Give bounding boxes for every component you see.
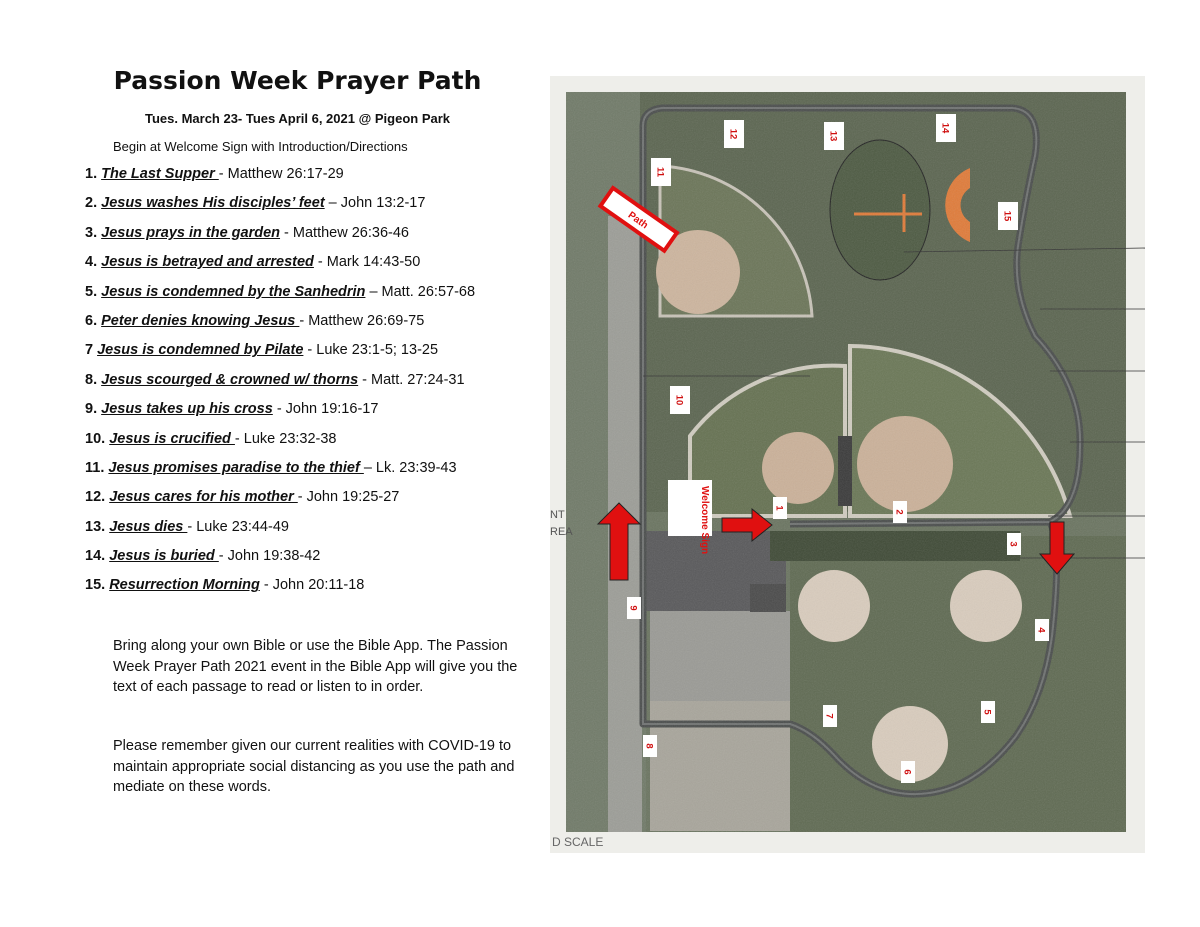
station-item bbox=[85, 574, 475, 603]
station-marker-11 bbox=[651, 158, 671, 186]
welcome-sign-label: Welcome Sign bbox=[699, 486, 710, 555]
station-number: 14. bbox=[85, 548, 110, 565]
station-number: 7 bbox=[85, 342, 98, 359]
station-title: Jesus washes His disciples’ feet bbox=[101, 195, 325, 212]
station-title: Jesus scourged & crowned w/ thorns bbox=[101, 371, 359, 388]
station-title: Jesus prays in the garden bbox=[101, 224, 281, 241]
station-number: 1. bbox=[85, 166, 102, 182]
begin-instruction: Begin at Welcome Sign with Introduction/Directions bbox=[113, 139, 408, 154]
station-title: Peter denies knowing Jesus bbox=[101, 312, 300, 329]
station-marker-8 bbox=[643, 735, 657, 757]
page-title: Passion Week Prayer Path bbox=[113, 66, 482, 95]
station-item bbox=[85, 310, 475, 339]
station-marker-label: 8 bbox=[643, 743, 655, 749]
station-marker-6 bbox=[901, 761, 915, 783]
station-reference: - Matthew 26:36-46 bbox=[280, 224, 409, 241]
station-number: 11. bbox=[85, 459, 109, 476]
station-number: 10. bbox=[85, 430, 110, 447]
station-marker-label: 3 bbox=[1007, 541, 1019, 547]
station-marker-1 bbox=[773, 497, 787, 519]
station-marker-label: 7 bbox=[823, 713, 835, 719]
station-marker-label: 13 bbox=[827, 130, 839, 142]
station-marker-label: 1 bbox=[773, 505, 785, 511]
park-map bbox=[550, 76, 1145, 853]
station-title: Jesus cares for his mother bbox=[109, 489, 298, 506]
station-marker-3 bbox=[1007, 533, 1021, 555]
station-title: Jesus dies bbox=[109, 518, 188, 535]
station-item bbox=[85, 428, 475, 457]
station-reference: - Matthew 26:17-29 bbox=[218, 166, 344, 182]
instructions-panel bbox=[0, 0, 560, 927]
station-title: Jesus is betrayed and arrested bbox=[101, 254, 314, 271]
station-number: 13. bbox=[85, 518, 110, 535]
station-title: Resurrection Morning bbox=[109, 577, 260, 594]
station-reference: – Lk. 23:39-43 bbox=[363, 459, 457, 476]
station-number: 4. bbox=[85, 254, 102, 271]
station-marker-label: 11 bbox=[654, 166, 666, 178]
event-dates: Tues. March 23- Tues April 6, 2021 @ Pigeon Park bbox=[144, 111, 451, 126]
station-reference: - Luke 23:1-5; 13-25 bbox=[303, 342, 439, 359]
station-reference: - Luke 23:32-38 bbox=[234, 430, 337, 447]
station-reference: - Matt. 27:24-31 bbox=[358, 371, 465, 388]
station-item bbox=[85, 545, 475, 574]
station-item bbox=[85, 457, 475, 486]
path-label: Path bbox=[625, 209, 650, 232]
station-reference: - Mark 14:43-50 bbox=[313, 254, 421, 271]
station-marker-label: 4 bbox=[1035, 627, 1047, 633]
station-number: 5. bbox=[85, 283, 102, 300]
station-marker-13 bbox=[824, 122, 844, 150]
station-number: 6. bbox=[85, 312, 102, 329]
station-reference: - Luke 23:44-49 bbox=[187, 518, 289, 535]
edge-label-bottom: REA bbox=[550, 526, 573, 538]
station-title: Jesus is crucified bbox=[109, 430, 235, 447]
station-item bbox=[85, 251, 475, 280]
station-item bbox=[85, 192, 475, 221]
covid-note: Please remember given our current realities with COVID-19 to maintain appropriate social distancing as you use the path and mediate on these words. bbox=[113, 738, 515, 795]
station-item bbox=[85, 339, 475, 368]
station-item bbox=[85, 369, 475, 398]
station-title: Jesus is condemned by Pilate bbox=[97, 342, 304, 359]
station-number: 2. bbox=[85, 195, 102, 212]
station-item bbox=[85, 222, 475, 251]
station-reference: - Matthew 26:69-75 bbox=[299, 312, 425, 329]
station-title: Jesus takes up his cross bbox=[101, 401, 273, 418]
station-item bbox=[85, 281, 475, 310]
station-title: The Last Supper bbox=[101, 166, 219, 182]
station-number: 3. bbox=[85, 224, 102, 241]
bible-app-note: Bring along your own Bible or use the Bible App. The Passion Week Prayer Path 2021 event in the Bible App will give you the text of each passage to read or listen to in order. bbox=[113, 638, 518, 695]
station-marker-4 bbox=[1035, 619, 1049, 641]
station-title: Jesus is condemned by the Sanhedrin bbox=[101, 283, 366, 300]
station-reference: - John 19:16-17 bbox=[272, 401, 379, 418]
station-marker-15 bbox=[998, 202, 1018, 230]
station-reference: - John 20:11-18 bbox=[259, 577, 365, 594]
station-reference: – John 13:2-17 bbox=[324, 195, 426, 212]
station-reference: – Matt. 26:57-68 bbox=[365, 283, 476, 300]
station-number: 12. bbox=[85, 489, 110, 506]
station-marker-label: 2 bbox=[893, 509, 905, 515]
station-marker-label: 9 bbox=[627, 605, 639, 611]
station-marker-label: 6 bbox=[901, 769, 913, 775]
station-marker-label: 5 bbox=[981, 709, 993, 715]
station-marker-label: 15 bbox=[1001, 210, 1013, 222]
station-reference: - John 19:38-42 bbox=[218, 548, 321, 565]
station-marker-10 bbox=[670, 386, 690, 414]
scale-label: D SCALE bbox=[552, 835, 604, 849]
station-reference: - John 19:25-27 bbox=[297, 489, 400, 506]
station-marker-9 bbox=[627, 597, 641, 619]
station-list bbox=[85, 163, 475, 604]
station-marker-2 bbox=[893, 501, 907, 523]
station-number: 8. bbox=[85, 371, 102, 388]
station-marker-7 bbox=[823, 705, 837, 727]
station-title: Jesus promises paradise to the thief bbox=[108, 459, 364, 476]
station-number: 15. bbox=[85, 577, 110, 594]
station-marker-label: 12 bbox=[727, 128, 739, 140]
station-marker-14 bbox=[936, 114, 956, 142]
station-item bbox=[85, 516, 475, 545]
station-marker-5 bbox=[981, 701, 995, 723]
station-marker-label: 10 bbox=[673, 394, 685, 406]
station-marker-label: 14 bbox=[939, 122, 951, 134]
station-marker-12 bbox=[724, 120, 744, 148]
station-item bbox=[85, 398, 475, 427]
station-item bbox=[85, 163, 475, 192]
edge-label-top: NT bbox=[550, 509, 565, 521]
station-item bbox=[85, 486, 475, 515]
station-title: Jesus is buried bbox=[109, 548, 219, 565]
station-number: 9. bbox=[85, 401, 102, 418]
